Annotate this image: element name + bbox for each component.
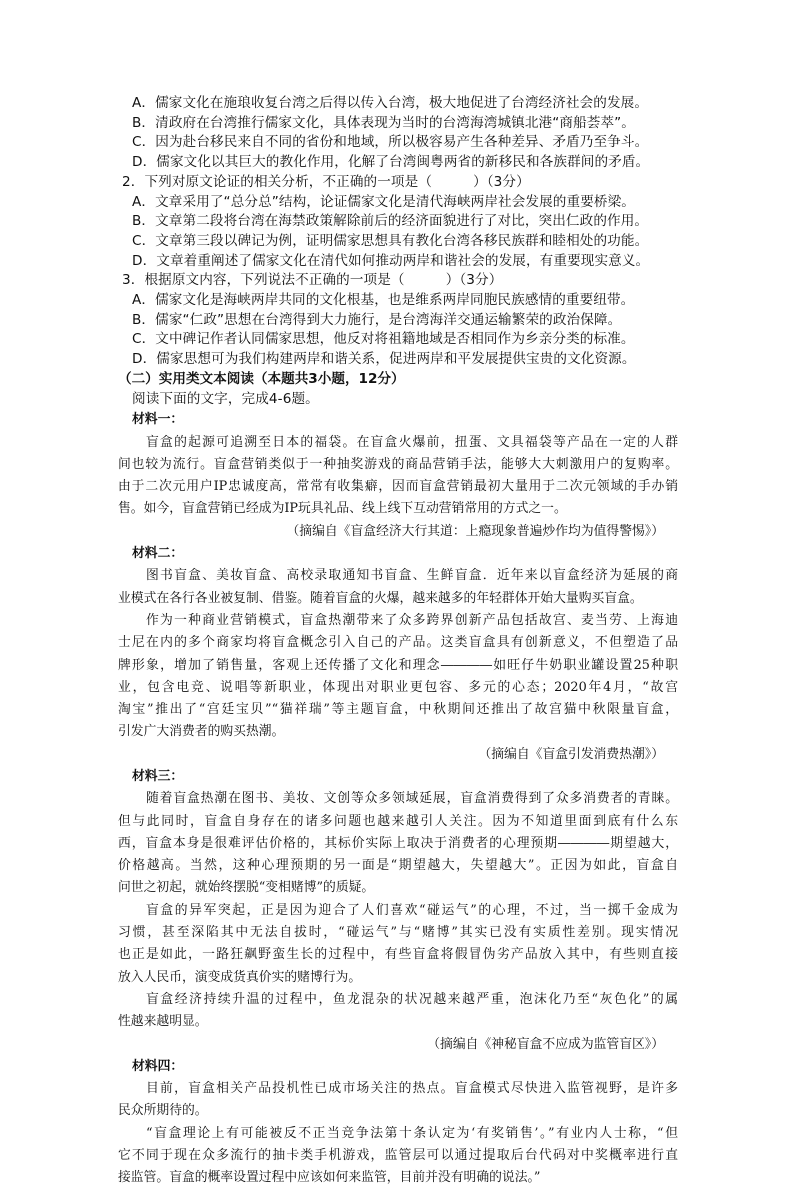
q3-option-a[interactable]: A．儒家文化是海峡两岸共同的文化根基，也是维系两岸同胞民族感情的重要纽带。 — [132, 292, 635, 309]
paragraph-line: 业，包含电竞、说唱等新职业，体现出对职业更包容、多元的心态；2020年4月，“故宫 — [118, 679, 678, 695]
q2-option-d[interactable]: D．文章着重阐述了儒家文化在清代如何推动两岸和谐社会的发展，有重要现实意义。 — [132, 252, 650, 269]
paragraph-line: 接监管。盲盒的概率设置过程中应该如何来监管，目前并没有明确的说法。” — [118, 1170, 541, 1186]
paragraph-line: 价格越高。当然，这种心理预期的另一面是“期望越大，失望越大”。正因为如此，盲盒自 — [118, 858, 678, 874]
document-page — [118, 94, 678, 1190]
q1-option-list — [118, 94, 678, 173]
q1-option-b[interactable]: B．清政府在台湾推行儒家文化，具体表现为当时的台湾海湾城镇北港“商船荟萃”。 — [132, 114, 635, 131]
q2-option-b[interactable]: B．文章第二段将台湾在海禁政策解除前后的经济面貌进行了对比，突出仁政的作用。 — [132, 213, 649, 230]
paragraph-line: 牌形象，增加了销售量，客观上还传播了文化和理念――――如旺仔牛奶职业罐设置25种职 — [118, 657, 678, 673]
q1-option-c[interactable]: C．因为赴台移民来自不同的省份和地域，所以极容易产生各种差异、矛盾乃至争斗。 — [132, 134, 649, 151]
paragraph-line: 士尼在内的多个商家均将盲盒概念引入自己的产品。这类盲盒具有创新意义，不但塑造了品 — [118, 635, 678, 651]
material-1-source: （摘编自《盲盒经济大行其道：上瘾现象普遍炒作均为值得警惕》） — [286, 523, 664, 539]
paragraph-line: 问世之初起，就始终摆脱“变相赌博”的质疑。 — [118, 880, 375, 896]
paragraph-line: 盲盒的异军突起，正是因为迎合了人们喜欢“碰运气”的心理，不过，当一掷千金成为 — [146, 902, 678, 918]
paragraph-line: 作为一种商业营销模式，盲盒热潮带来了众多跨界创新产品包括故宫、麦当劳、上海迪 — [146, 612, 678, 628]
paragraph-line: 放入人民币，演变成货真价实的赌博行为。 — [118, 969, 362, 985]
paragraph-line: 引发广大消费者的购买热潮。 — [118, 724, 285, 740]
material-3-source: （摘编自《神秘盲盒不应成为监管盲区》） — [427, 1036, 664, 1052]
question-2 — [118, 173, 678, 272]
paragraph-line: 随着盲盒热潮在图书、美妆、文创等众多领域延展，盲盒消费得到了众多消费者的青睐。 — [146, 791, 678, 807]
paragraph-line: 淘宝”推出了“宫廷宝贝”“猫祥瑞”等主题盲盒，中秋期间还推出了故宫猫中秋限量盲盒， — [118, 702, 678, 718]
q1-option-d[interactable]: D．儒家文化以其巨大的教化作用，化解了台湾闽粤两省的新移民和各族群间的矛盾。 — [132, 154, 650, 171]
paragraph-line: 性越来越明显。 — [118, 1014, 208, 1030]
material-1 — [118, 409, 678, 543]
material-4-label: 材料四： — [132, 1058, 184, 1074]
material-3-label: 材料三： — [132, 769, 184, 784]
section-2-heading: （二）实用类文本阅读（本题共3小题，12分） — [118, 370, 405, 387]
paragraph-line: 业模式在各行各业被复制、借鉴。随着盲盒的火爆，越来越多的年轻群体开始大量购买盲盒。 — [118, 590, 643, 606]
paragraph-line: “盲盒理论上有可能被反不正当竞争法第十条认定为‘有奖销售’。”有业内人士称，“但 — [146, 1125, 678, 1141]
paragraph-line: 目前，盲盒相关产品投机性已成市场关注的热点。盲盒模式尽快进入监管视野，是许多 — [146, 1081, 678, 1097]
paragraph-line: 图书盲盒、美妆盲盒、高校录取通知书盲盒、生鲜盲盒．近年来以盲盒经济为延展的商 — [146, 568, 678, 584]
q1-option-a[interactable]: A．儒家文化在施琅收复台湾之后得以传入台湾，极大地促进了台湾经济社会的发展。 — [132, 95, 649, 111]
material-3 — [118, 766, 678, 1056]
paragraph-line: 习惯，甚至深陷其中无法自拔时，“碰运气”与“赌博”其实已没有实质性差别。现实情况 — [118, 925, 678, 941]
material-2-source: （摘编自《盲盒引发消费热潮》） — [478, 746, 664, 762]
material-1-label: 材料一： — [132, 412, 184, 428]
paragraph-line: 盲盒经济持续升温的过程中，鱼龙混杂的状况越来越严重，泡沫化乃至“灰色化”的属 — [146, 991, 678, 1007]
section-2-instruction: 阅读下面的文字，完成4-6题。 — [132, 390, 319, 407]
paragraph-line: 售。如今，盲盒营销已经成为IP玩具礼品、线上线下互动营销常用的方式之一。 — [118, 501, 567, 517]
q2-option-c[interactable]: C．文章第三段以碑记为例，证明儒家思想具有教化台湾各移民族群和睦相处的功能。 — [132, 232, 649, 249]
paragraph-line: 由于二次元用户IP忠诚度高，常常有收集癖，因而盲盒营销最初大量用于二次元领域的手办销 — [118, 479, 678, 495]
paragraph-line: 它不同于现在众多流行的抽卡类手机游戏，监管层可以通过提取后台代码对中奖概率进行直 — [118, 1148, 678, 1164]
q2-option-a[interactable]: A．文章采用了“总分总”结构，论证儒家文化是清代海峡两岸社会发展的重要桥梁。 — [132, 193, 635, 210]
question-3 — [118, 271, 678, 370]
paragraph-line: 但与此同时，盲盒自身存在的诸多问题也越来越引人关注。因为不知道里面到底有什么东 — [118, 813, 678, 829]
paragraph-line: 间也较为流行。盲盒营销类似于一种抽奖游戏的商品营销手法，能够大大刺激用户的复购率。 — [118, 456, 678, 472]
q3-option-c[interactable]: C．文中碑记作者认同儒家思想，他反对将祖籍地域是否相同作为乡亲分类的标准。 — [132, 331, 635, 348]
q3-stem: 3．根据原文内容，下列说法不正确的一项是（ ）（3分） — [122, 272, 503, 289]
paragraph-line: 也正是如此，一路狂飙野蛮生长的过程中，有些盲盒将假冒伪劣产品放入其中，有些则直接 — [118, 947, 678, 963]
material-2-label: 材料二： — [132, 546, 184, 562]
material-2 — [118, 543, 678, 766]
paragraph-line: 盲盒的起源可追溯至日本的福袋。在盲盒火爆前，扭蛋、文具福袋等产品在一定的人群 — [146, 434, 678, 450]
q3-option-b[interactable]: B．儒家“仁政”思想在台湾得到大力施行，是台湾海洋交通运输繁荣的政治保障。 — [132, 311, 622, 328]
paragraph-line: 民众所期待的。 — [118, 1103, 208, 1119]
q3-option-d[interactable]: D．儒家思想可为我们构建两岸和谐关系，促进两岸和平发展提供宝贵的文化资源。 — [132, 351, 636, 368]
q2-stem: 2．下列对原文论证的相关分析，不正确的一项是（ ）（3分） — [122, 173, 530, 190]
paragraph-line: 西，盲盒本身是很难评估价格的，其标价实际上取决于消费者的心理预期――――期望越大， — [118, 835, 678, 851]
